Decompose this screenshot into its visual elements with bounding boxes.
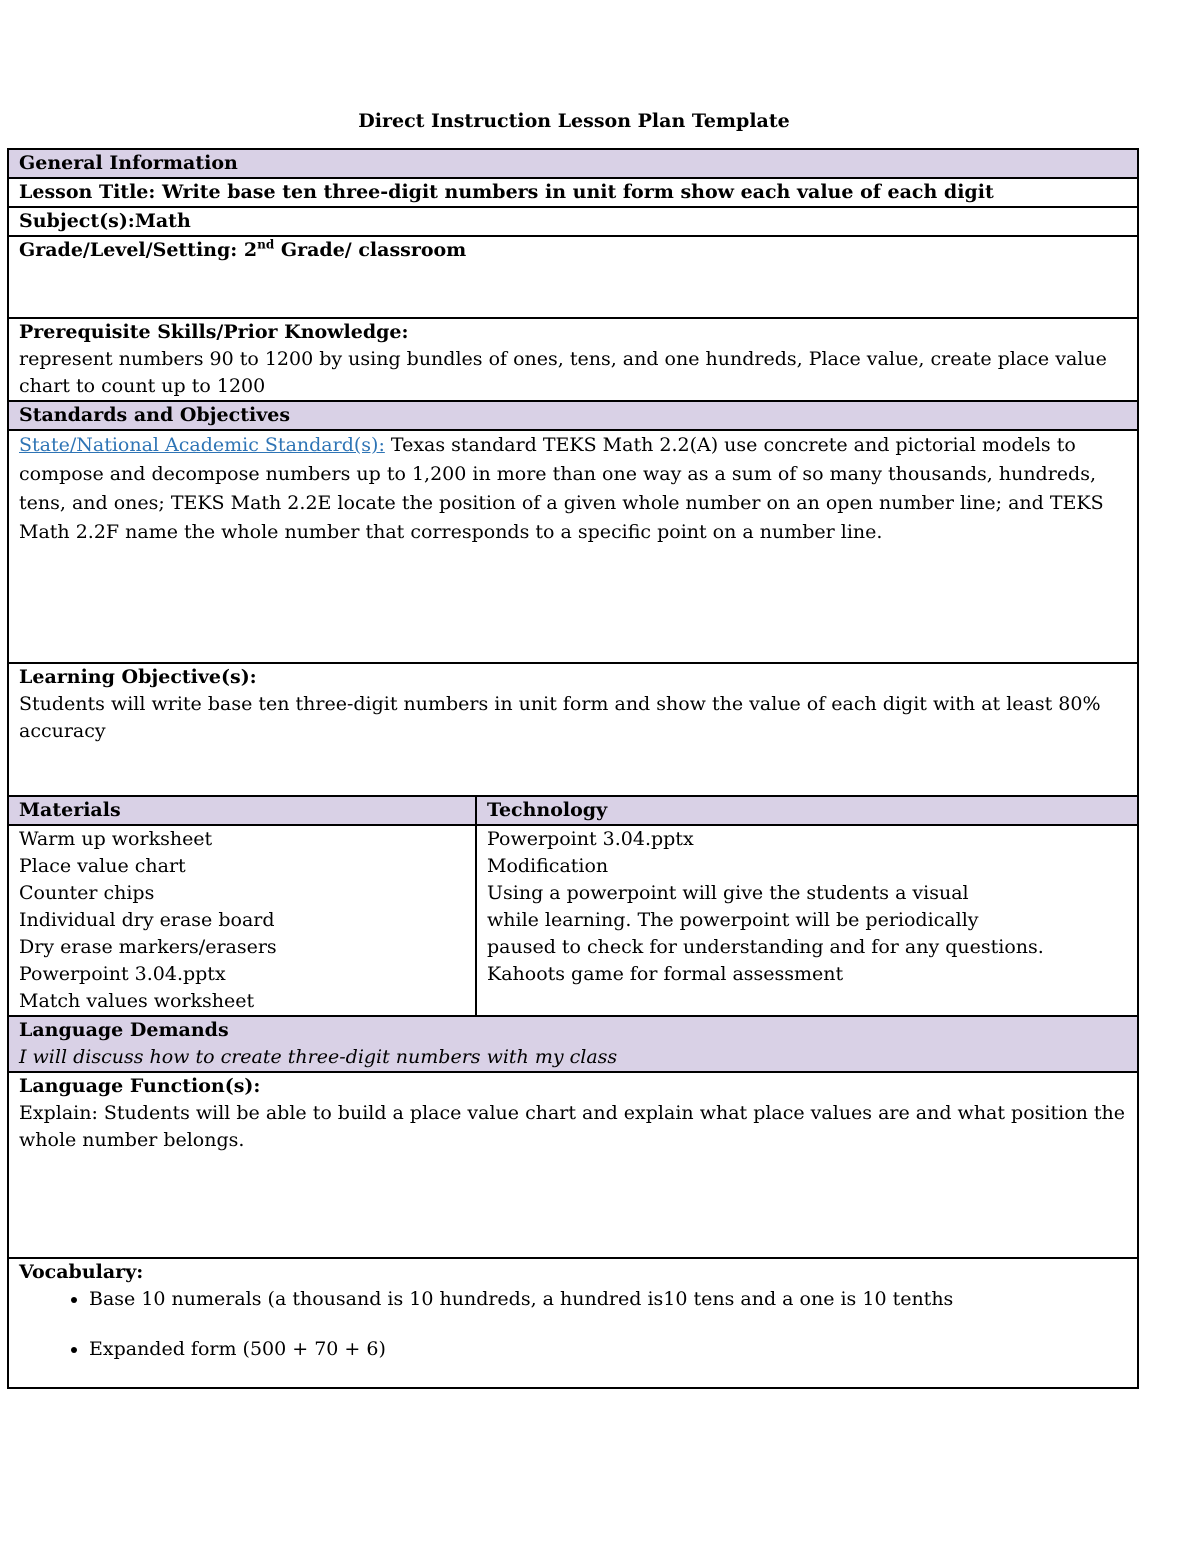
objective-text: Students will write base ten three-digit numbers in unit form and show the value of each digit with at least 80% accuracy bbox=[19, 693, 1101, 742]
technology-header: Technology bbox=[476, 796, 1138, 825]
list-item: Using a powerpoint will give the students a visual bbox=[487, 882, 969, 904]
grade-suffix: Grade/ classroom bbox=[274, 239, 467, 261]
list-item: Powerpoint 3.04.pptx bbox=[19, 963, 226, 985]
list-item: Warm up worksheet bbox=[19, 828, 213, 850]
objective-label: Learning Objective(s): bbox=[19, 666, 257, 688]
language-demand-text: I will discuss how to create three-digit numbers with my class bbox=[19, 1046, 618, 1068]
grade-superscript: nd bbox=[257, 237, 275, 252]
list-item: while learning. The powerpoint will be periodically bbox=[487, 909, 979, 931]
list-item: • Expanded form (500 + 70 + 6) bbox=[89, 1336, 1137, 1363]
technology-list bbox=[476, 825, 1138, 1016]
list-item: Place value chart bbox=[19, 855, 186, 877]
standard-link[interactable]: State/National Academic Standard(s): bbox=[19, 434, 385, 456]
list-item: Kahoots game for formal assessment bbox=[487, 963, 844, 985]
standards-header: Standards and Objectives bbox=[8, 401, 1138, 430]
list-item: Dry erase markers/erasers bbox=[19, 936, 277, 958]
vocabulary-list bbox=[19, 1286, 1137, 1363]
document-title: Direct Instruction Lesson Plan Template bbox=[358, 110, 790, 132]
list-item: Powerpoint 3.04.pptx bbox=[487, 828, 694, 850]
materials-header: Materials bbox=[8, 796, 476, 825]
grade-level-setting bbox=[8, 236, 1138, 318]
vocabulary-label: Vocabulary: bbox=[19, 1261, 144, 1283]
vocabulary-cell bbox=[8, 1258, 1138, 1388]
list-item: • Base 10 numerals (a thousand is 10 hundreds, a hundred is10 tens and a one is 10 tenths bbox=[89, 1286, 1137, 1313]
grade-prefix: Grade/Level/Setting: 2 bbox=[19, 239, 258, 261]
language-function-text: Explain: Students will be able to build a place value chart and explain what place values are and what position the whole number belongs. bbox=[19, 1102, 1126, 1151]
prerequisite-cell bbox=[8, 318, 1138, 401]
prerequisite-label: Prerequisite Skills/Prior Knowledge: bbox=[19, 321, 409, 343]
lesson-plan-table bbox=[7, 148, 1139, 1389]
subjects: Subject(s):Math bbox=[8, 207, 1138, 236]
list-item: Counter chips bbox=[19, 882, 155, 904]
prerequisite-text: represent numbers 90 to 1200 by using bundles of ones, tens, and one hundreds, Place value, create place value chart to count up to 1200 bbox=[19, 348, 1107, 397]
standards-cell bbox=[8, 430, 1138, 663]
general-information-header: General Information bbox=[8, 149, 1138, 178]
list-item: Individual dry erase board bbox=[19, 909, 275, 931]
materials-list bbox=[8, 825, 476, 1016]
list-item: Modification bbox=[487, 855, 609, 877]
objective-cell bbox=[8, 663, 1138, 796]
language-function-cell bbox=[8, 1072, 1138, 1258]
list-item: Match values worksheet bbox=[19, 990, 255, 1012]
lesson-title: Lesson Title: Write base ten three-digit numbers in unit form show each value of each digit bbox=[8, 178, 1138, 207]
language-demands-cell bbox=[8, 1016, 1138, 1072]
standard-text: Texas standard TEKS Math 2.2(A) use concrete and pictorial models to compose and decompose numbers up to 1,200 in more than one way as a sum of so many thousands, hundreds, tens, and ones; TEKS Math 2.2E locate the position of a given whole number on an open number line; and TEKS Math 2.2F name the whole number that corresponds to a specific point on a number line. bbox=[19, 434, 1104, 543]
language-function-label: Language Function(s): bbox=[19, 1075, 261, 1097]
list-item: paused to check for understanding and for any questions. bbox=[487, 936, 1044, 958]
language-demands-header: Language Demands bbox=[19, 1019, 229, 1041]
